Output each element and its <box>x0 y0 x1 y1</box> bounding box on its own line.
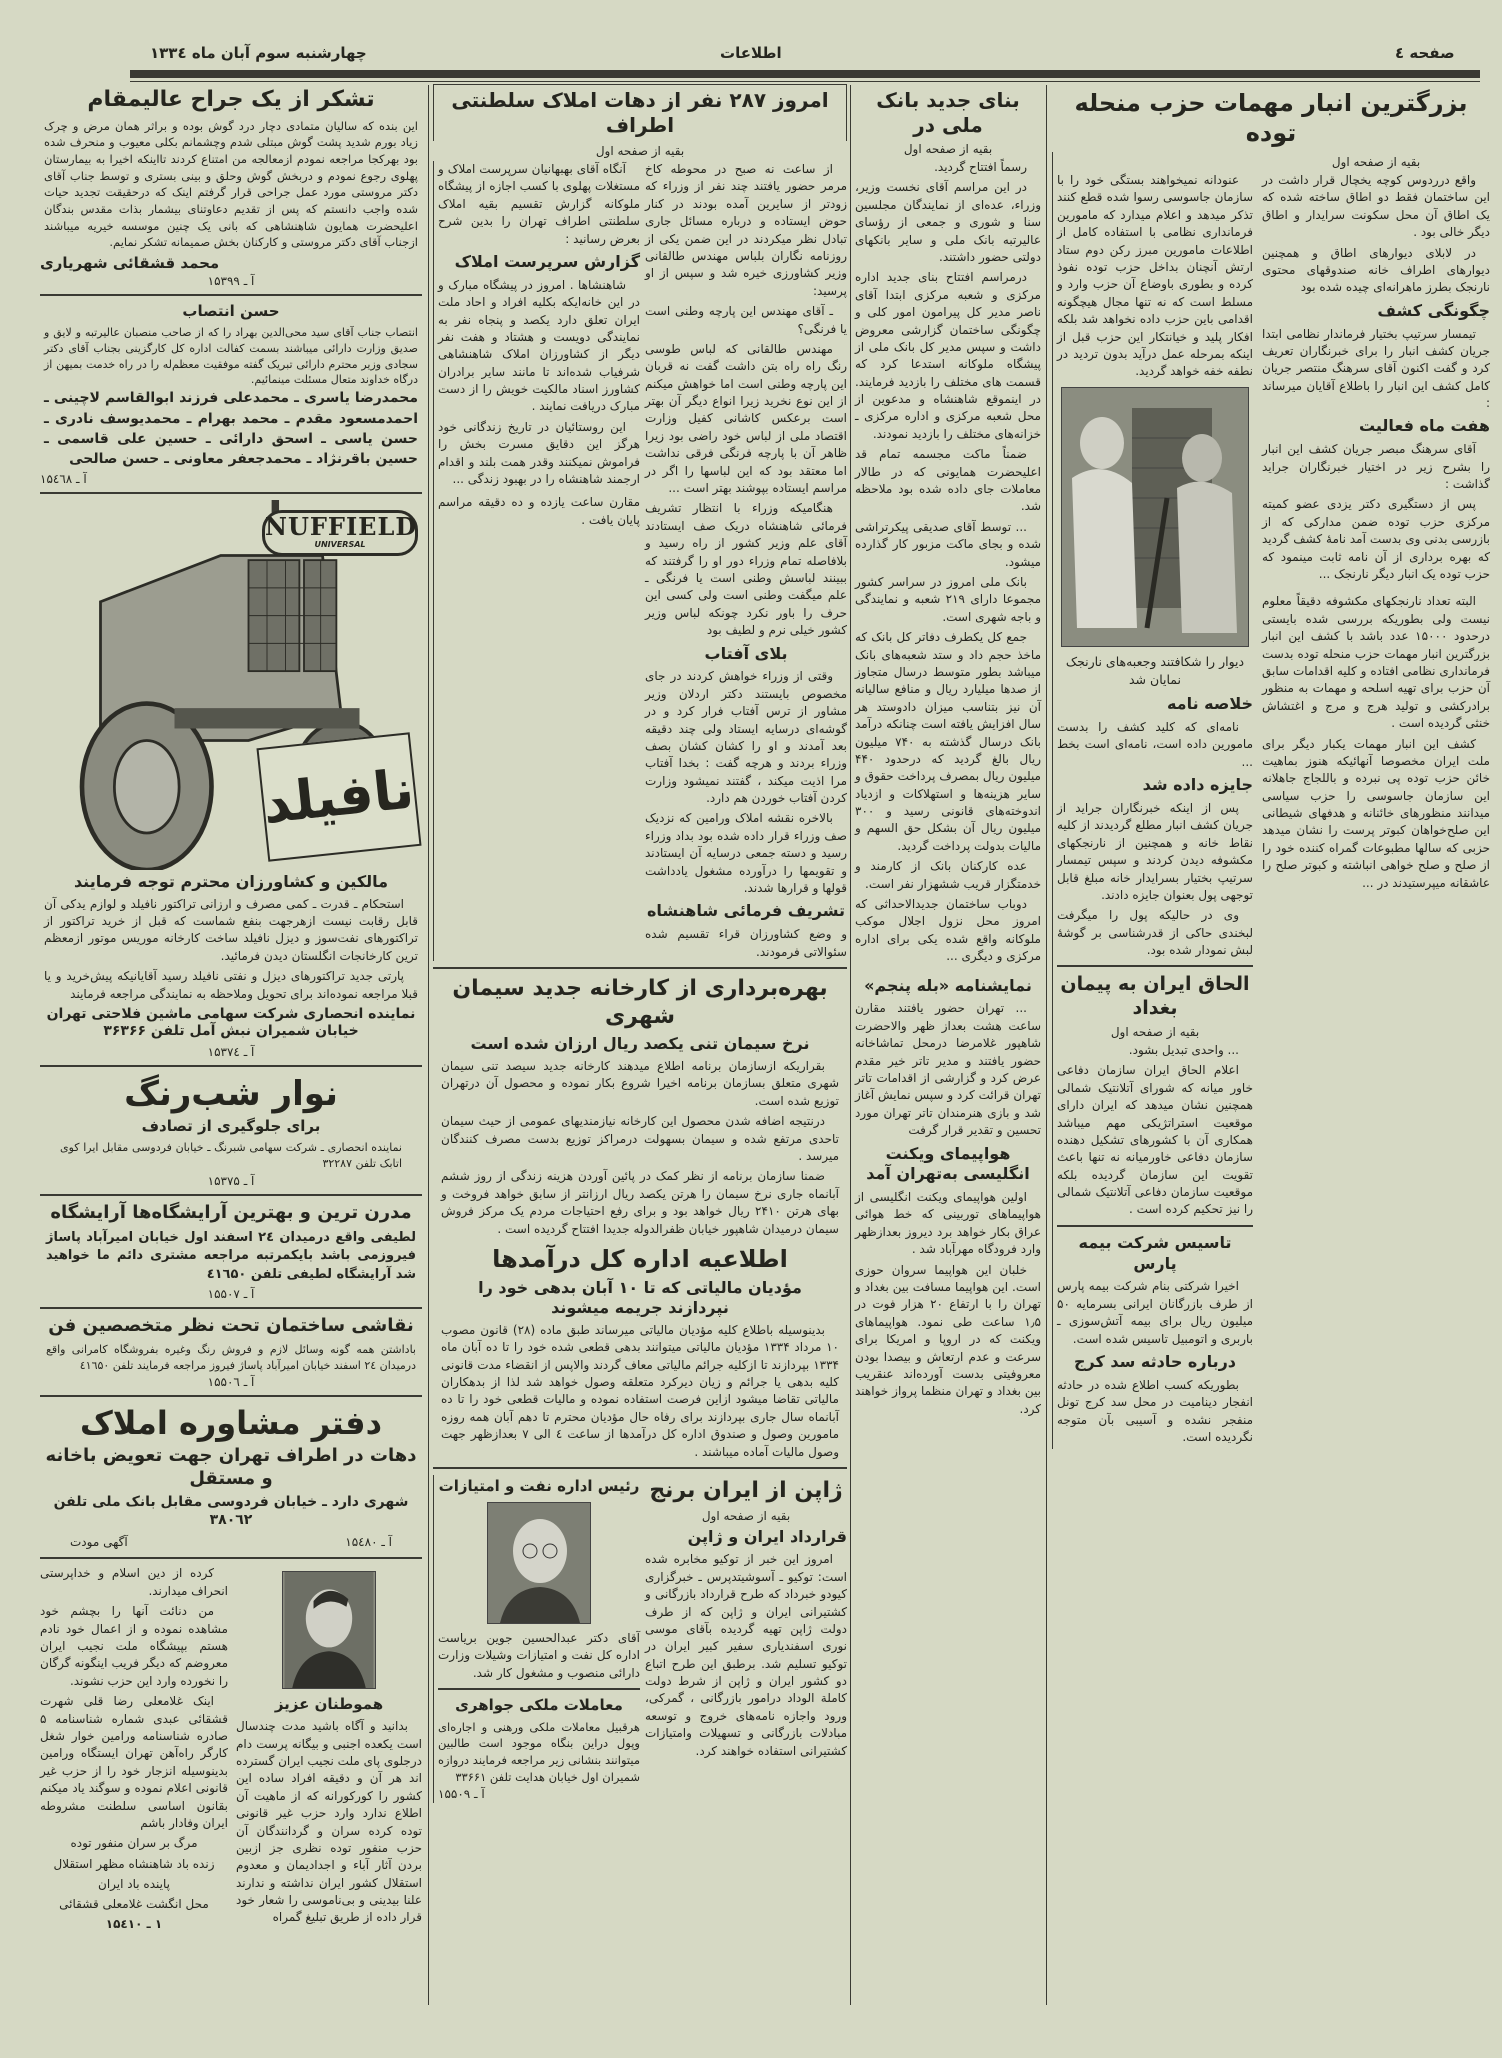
estates-end-right: و وضع کشاورزان قراء تقسیم شده سئوالاتی فرمودند. <box>645 927 847 959</box>
subheading: قرارداد ایران و ژاپن <box>687 1526 847 1546</box>
article-body <box>1262 593 1490 892</box>
paragraph: وی در حالیکه پول را میگرفت لبخندی حاکی از قدرشناسی بر گوشهٔ لبش نمودار شده بود. <box>1057 908 1253 958</box>
paragraph: بالاخره نقشه املاک ورامین که نزدیک صف وزراء قرار داده شده بود بداد وزراء رسید و دسته جمعی درسایه آن ایستادند و تقویمها را درآورده مشغول یادداشت قولها و قرارها شدند. <box>645 811 847 896</box>
paragraph: نامه‌ای که کلید کشف را بدست مامورین داده است، نامه‌ای است بخط ... <box>1057 719 1253 769</box>
issue-date: چهارشنبه سوم آبان ماه ۱۳۳٤ <box>150 44 367 62</box>
continued-label: بقیه از صفحه اول <box>595 144 685 158</box>
paragraph: زنده باد شاهنشاه مظهر استقلال <box>53 1856 215 1871</box>
painting-body: باداشتن همه گونه وسائل لازم و فروش رنگ وغیره بفروشگاه کامرانی واقع درمیدان ۲٤ اسفند خیابان امیرآباد پاساژ فیروز مراجعه فرمایند تلفن ٤۱٦۵۰ <box>46 1342 416 1372</box>
ad-code: آ ـ ۱۵٤٦۸ <box>40 471 87 486</box>
article-body <box>1262 326 1490 413</box>
paragraph: ... توسط آقای صدیقی پیکرتراشی شده و بجای ماکت مزبور کار گذارده میشود. <box>855 519 1041 569</box>
estates-left-column <box>433 161 640 961</box>
nuffield-body <box>40 896 422 1003</box>
oil-caption: آقای دکتر عبدالحسین جوین بریاست اداره کل نفت و امتیازات وشیلات وزارت دارائی منصوب و مشغول کار شد. <box>438 1630 640 1680</box>
paragraph: عده کارکنان بانک از کارمند و خدمتگزار قریب ششهزار نفر است. <box>855 859 1041 891</box>
subheading: تشریف فرمائی شاهنشاه <box>646 901 846 921</box>
estates-headline-box <box>433 84 847 141</box>
defection-statement-block <box>40 1565 228 1932</box>
defection-appeal <box>236 1718 422 1927</box>
subheading: بلای آفتاب <box>704 643 788 663</box>
paragraph: وقتی از وزراء خواهش کردند در جای مخصوص بایستند دکتر اردلان وزیر مشاور از ترس آفتاب فرار کرد و در گوشه‌ای درسایه ایستاد ولی چند دقیقه بعد آمدند و او را کشان کشان بصف وزراء بردند و هرچه گفت : بخدا آفتاب مرا اذیت میکند ، گفتند نمیشود وزارت کردن آفتاب خوردن هم دارد. <box>645 669 847 806</box>
paragraph: بقراریکه ازسازمان برنامه اطلاع میدهند کارخانه جدید سیصد تنی سیمان شهری متعلق بسازمان برنامه اخیرا شروع بکار نموده و محصول آن درتهران توزیع شده است. <box>441 1059 839 1108</box>
divider <box>1057 965 1253 967</box>
paragraph: در این مراسم آقای نخست وزیر، وزراء، عده‌ای از نمایندگان مجلسین سنا و شوری و جمعی از رؤسای عالیرتبه بانک ملی و سایر بانکهای دولتی حضور داشتند. <box>855 180 1041 264</box>
ad-code: آ ـ ۱۵٤۸۰ <box>345 1535 392 1550</box>
divider <box>40 1194 422 1196</box>
paragraph: پس از دستگیری دکتر یزدی عضو کمیته مرکزی حزب توده ضمن مدارکی که از بازرسی بدنی وی بدست آمد نامهٔ کشف گردید که بهره برداری از آن نامه ثابت مینمود که حزب توده یک انبار دیگر نارنجک ... <box>1262 497 1490 582</box>
nuffield-logo-subtext: UNIVERSAL <box>314 539 366 549</box>
divider <box>40 1557 422 1559</box>
divider <box>40 492 422 494</box>
bank-headline: بنای جدید بانک ملی در <box>876 88 1020 137</box>
paragraph: جمع کل یکطرف دفاتر کل بانک که ماخذ حجم داد و ستد شعبه‌های بانک میباشد بطور متوسط درسال متجاوز از صدها میلیارد ریال و منافع سالیانه آن نیز بتناسب میزان دادوستد هر سال افزایش یافته است چنانکه درآمد بانک درسال گذشته به ۷۴۰ میلیون ریال بالغ گردید که درحدود ۴۴۰ میلیون ریال بمصرف پرداخت حقوق و سایر هزینه‌ها و استهلاکات و ازدیاد اندوخته‌های قانونی رسید و ۳۰۰ میلیون ریال آن بشکل حق السهم و مالیات بدولت پرداخت گردید. <box>855 630 1042 853</box>
thanks-body: این بنده که سالیان متمادی دچار درد گوش بوده و براثر همان مرض و چرک زیاد بورم شدید پشت گوش مبتلی شدم وچشمانم بکلی معیوب و منحرف شده بود بهرکجا مراجعه نمودم ازمعالجه من امتناع کردند تااینکه اخیرا به بیمارستان پهلوی رجوع نمودم و دربخش گوش وحلق و بینی بستری و توسط جناب آقای دکتر مروستی مورد عمل جراحی قرار گرفتم اینک که درحقیقت تجدید حیات شده واجب دانستم که پس از تقدیم دعاوتنای بیشمار بذات مقدس بندگان اعلیحضرت همایون شاهنشاهی که بانی یک چنین موسسه خیریه میباشند ازجناب آقای دکتر مروستی و کارکنان بخش صمیمانه تشکر نمایم. <box>44 118 418 250</box>
paragraph: کشف این انبار مهمات یکبار دیگر برای ملت ایران مخصوصا آنهائیکه هنوز بماهیت خائن حزب توده پی نبرده و باللجاج جاهلانه این سازمان جاسوسی را حزب سیاسی میدانند منظورهای خائنانه و هدفهای شیطانی این صلح‌خواهان کبوتر پرست را نشان میدهد حزبی که سالها مطبوعات گمراه کننده خود را از صلح و صلح خواهی انباشته و کبوتر صلح را عاشقانه میپرستیدند در ... <box>1262 736 1490 890</box>
tax-subheadline: مؤدیان مالیاتی که تا ۱۰ آبان بدهی خود را نپردازند جریمه میشوند <box>478 1277 802 1317</box>
paragraph: پاینده باد ایران <box>98 1877 170 1892</box>
divider <box>433 1467 847 1469</box>
paragraph: ضمناً ماکت مجسمه تمام قد اعلیحضرت همایونی که در طالار معاملات جای داده شده بود ملاحظه شد. <box>855 447 1041 514</box>
defection-slogans <box>40 1835 228 1914</box>
continued-label: بقیه از صفحه اول <box>1110 1024 1200 1039</box>
arsenal-right-column <box>1262 152 1490 1449</box>
paragraph: ... تهران حضور یافتند مقارن ساعت هشت بعداز ظهر والاحضرت شاهپور غلامرضا درمحل تماشاخانه حضور یافتند و مدیر تاتر خیر مقدم عرض کرد و گزارشی از اقدامات تاتر تهران قرائت کرد و سپس نمایش آغاز شد و بازی هنرمندان تاتر تهران مورد تحسین و تقدیر قرار گرفت <box>855 1001 1041 1138</box>
divider <box>40 1395 422 1397</box>
subheading: چگونگی کشف <box>1377 300 1490 320</box>
baghdad-headline: الحاق ایران به پیمان بغداد <box>1060 973 1250 1020</box>
cement-body <box>433 1058 847 1238</box>
appointment-body: انتصاب جناب آقای سید محی‌الدین بهراد را که از صاحب منصبان عالیرتبه و لایق و صدیق وزارت دارائی میباشند بسمت کفالت اداره کل کارگزینی بجناب آقای دکتر سجادی وزیر محترم دارائی تبریک گفته موفقیت معظم‌له را در راه خدمت بمیهن از درگاه خداوند متعال مسئلت مینمائیم. <box>44 325 418 387</box>
ads-column <box>40 84 422 1933</box>
defection-statement <box>40 1565 228 1832</box>
paragraph: مهندس طالقانی که لباس طوسی رنگ راه راه بتن داشت گفت نه قربان این پارچه وطنی است اما خواهش میکنم از این نوع نخرید زیرا انواع دیگر آن بهتر است برعکس کاشانی کفیل وزارت اقتصاد ملی از لباس خود راضی بود زیرا ظاهر آن با پارچه فرنگی فرقی نداشت اما معتقد بود که این لباسها را اگر در مراسم ایستاده بپوشند بهتر است ... <box>645 341 847 496</box>
paragraph: خلبان این هواپیما سروان حوزی است. این هواپیما مسافت بین بغداد و تهران را با ارتفاع ۲۰ هزار فوت در ۱٫۵ ساعت طی نمود. هواپیماهای ویکنت که در اروپا و امریکا برای سرعت و عدم ارتعاش و بیصدا بودن معروفیتی بدست آورده‌اند عنقریب بین بغداد و تهران منظما پرواز خواهند کرد. <box>855 1262 1041 1416</box>
paragraph: مرگ بر سران منفور توده <box>70 1836 198 1851</box>
nafield-sign: نافیلد <box>256 732 421 861</box>
ad-code: آ ـ ۱۵۵۰۹ <box>438 1787 485 1802</box>
paragraph: اولین هواپیمای ویکنت انگلیسی از هواپیماهای توربینی که خط هوائی عراق بکار خواهد برد دیروز بعدازظهر وارد فرودگاه مهرآباد شد . <box>855 1190 1041 1257</box>
thanks-signature: محمد قشقائی شهریاری <box>40 253 220 272</box>
paragraph: در لابلای دیوارهای اطاق و همچنین دیوارهای اطراف خانه صندوقهای محتوی نارنجک بطرز ماهرانه‌ای چیده شده بود <box>1262 245 1490 295</box>
paragraph: درنتیجه اضافه شدن محصول این کارخانه نیازمندیهای عمومی از حیث سیمان تاحدی مرتفع شده و سیمان بسهولت درمراکز توزیع بدست مصرف کنندگان میرسد . <box>441 1114 839 1163</box>
cement-headline: بهره‌برداری از کارخانه جدید سیمان شهری <box>452 976 828 1029</box>
article-body <box>855 1000 1041 1139</box>
paragraph: کرده از دین اسلام و خداپرستی انحراف میدارند. <box>40 1566 228 1598</box>
masthead-rule-thin <box>130 81 1480 82</box>
nuffield-contact: نماینده انحصاری شرکت سهامی ماشین فلاحتی تهران خیابان شمیران نبش آمل تلفن ۳۶۳۶۶ <box>46 1005 416 1040</box>
realty-contact: شهری دارد ـ خیابان فردوسی مقابل بانک ملی تلفن ۳۸۰٦۲ <box>53 1494 409 1528</box>
divider <box>433 967 847 969</box>
continued-label: بقیه از صفحه اول <box>903 142 993 156</box>
realty-headline: دفتر مشاوره املاک <box>79 1404 383 1443</box>
divider <box>438 1688 640 1690</box>
divider <box>1057 1225 1253 1227</box>
japan-article <box>645 1475 847 1803</box>
column-divider <box>850 85 851 2005</box>
arsenal-left-column <box>1052 152 1253 1449</box>
article-body <box>645 1551 847 1760</box>
ad-code: آ ـ ۱۵۳۷۵ <box>207 1174 255 1189</box>
paragraph: آقای سرهنگ مبصر جریان کشف این انبار را بشرح زیر در اختیار خبرنگاران جراید گذاشت : <box>1262 442 1490 492</box>
article-body <box>1057 800 1253 960</box>
tape-headline: نوار شب‌رنگ <box>124 1073 338 1114</box>
article-body <box>645 668 847 897</box>
estates-right-column <box>645 161 847 961</box>
tax-headline: اطلاعیه اداره کل درآمدها <box>492 1244 788 1273</box>
bank-column <box>855 86 1041 1421</box>
article-body <box>855 159 1041 966</box>
ad-code: آ ـ ۱۵۵۰٦ <box>207 1375 255 1390</box>
masthead-rule <box>130 70 1480 78</box>
subheading: گزارش سرپرست املاک <box>454 251 640 271</box>
ad-code: ۱ ـ ۱۵٤۱۰ <box>105 1916 163 1931</box>
oil-headline: رئیس اداره نفت و امتیازات <box>438 1477 640 1496</box>
paragraph: بدینوسیله باطلاع کلیه مؤدیان مالیاتی میرساند طبق ماده (۲۸) قانون مصوب ۱۰ مرداد ۱۳۳۴ مؤدیان مالیاتی میتوانند بدهی قطعی شده خود را تا ده آبان ماه ۱۳۳۴ بپردازند تا ازکلیه جرائم مالیاتی معاف گردند والاپس از انقضاء مدت قانونی کلیه بدهی یا جرائم و زیان دیرکرد متعلقه وصول خواهد شد لذا از بدهکاران مالیاتی تقاضا میشود ازاین فرصت استفاده نموده و مالیات قطعی خود را تا ده آبانماه سال جاری بپردازند برای رفاه حال مؤدیان محترم تا دهم آبان همه روزه مامورین وصول و صندوق اداره کل درآمدها از ساعت ٤ الی ۷ بعدازظهر جهت وصول مالیات آماده میباشند . <box>441 1322 839 1459</box>
paragraph: دوباب ساختمان جدیدالاحداثی که امروز محل نزول اجلال موکب ملوکانه واقع شده یکی برای اداره مرکزی و دیگری ... <box>855 897 1041 964</box>
estates-headline: امروز ۲۸۷ نفر از دهات املاک سلطنتی اطراف <box>451 88 829 137</box>
paragraph: ... واحدی تبدیل بشود. <box>1128 1042 1239 1057</box>
article-body <box>855 1189 1041 1418</box>
tape-body: نماینده انحصاری ـ شرکت سهامی شبرنگ ـ خیابان فردوسی مقابل ایرا کوی اتابک تلفن ۳۲۲۸۷ <box>60 1141 402 1171</box>
paragraph: این روستائیان در تاریخ زندگانی خود هرگز این دقایق مسرت بخش را فراموش نمیکنند وقدر همت بلند و اقدام ارجمند شاهنشاه را در بهبود زندگی ... <box>438 419 640 487</box>
karaj-headline: درباره حادثه سد کرج <box>1073 1352 1237 1372</box>
page-number: صفحه ٤ <box>1395 44 1455 62</box>
article-body <box>438 161 640 248</box>
article-body <box>1057 172 1253 381</box>
article-body <box>438 277 640 489</box>
soldiers-at-wall-photo <box>1061 387 1249 647</box>
defection-headline: هموطنان عزیز <box>274 1695 384 1714</box>
thanks-headline: تشکر از یک جراح عالیمقام <box>87 87 375 112</box>
article-body <box>1262 172 1490 297</box>
photo-caption: دیوار را شکافتند وجعبه‌های نارنجک نمایان شد <box>1065 653 1245 688</box>
nuffield-logo-text: NUFFIELD <box>265 511 418 541</box>
article-body <box>1057 1377 1253 1447</box>
column-divider <box>1046 85 1047 2005</box>
paragraph: ضمنا سازمان برنامه از نظر کمک در پائین آوردن هزینه زندگی از روز ششم آبانماه جاری نرخ سیمان را هرتن یکصد ریال ارزانتر از سابق خواهد فروخت و بهای هرتن ۲۴۱۰ ریال خواهد بود و برای رفع احتیاجات مردم یک مرکز فروش سیمان درمیدان شاهپور خیابان ظفرالدوله جدیدا افتتاح گردیده است . <box>441 1169 840 1236</box>
paragraph: عنودانه نمیخواهند بستگی خود را با سازمان جاسوسی رسوا شده قطع کنند تذکر میدهد و اعلام میدارد که مامورین فرمانداری نظامی با استفاده کامل از اطلاعات مامورین مبرز رکن دوم ستاد ارتش آنچنان بداخل حزب توده نفوذ کرده و بطوری باوضاع آن حزب وارد و مسلط است که نه تنها مجال هیچگونه اقدامی باین حزب داده نخواهد شد بلکه افکار پلید و خیانتکار این حزب قبل از اینکه بمرحله عمل درآید بدون تردید در نطفه خفه خواهد گردید. <box>1057 173 1253 379</box>
salon-body: لطیفی واقع درمیدان ۲٤ اسفند اول خیابان امیرآباد پاساژ فیروزمی باشد بایکمرتبه مراجعه مشتری دائم ما خواهید شد آرایشگاه لطیفی تلفن ٤۱٦۵۰ <box>46 1229 416 1283</box>
paragraph: اخیرا شرکتی بنام شرکت بیمه پارس از طرف بازرگانان ایرانی بسرمایه ۵۰ میلیون ریال برای بیمه آتش‌سوزی ـ باربری و اتومبیل تاسیس شده است. <box>1057 1279 1253 1346</box>
paragraph: آنگاه آقای بهبهانیان سرپرست املاک و مستغلات پهلوی با کسب اجازه از پیشگاه ملوکانه گزارش تقسیم بقیه املاک سلطنتی اطراف تهران را بدین شرح بعرض رسانید : <box>438 162 640 246</box>
paragraph: واقع درردوس کوچه یخچال قرار داشت در این ساختمان فقط دو اطاق ساخته شده که یک اطاق آن محل سکونت سرایدار و اطاق دیگر خالی بود . <box>1262 173 1490 240</box>
paragraph: رسماً افتتاح گردید. <box>934 160 1027 174</box>
portrait-photo <box>487 1502 591 1624</box>
nuffield-headline: مالکین و کشاورزان محترم توجه فرمایند <box>73 871 389 891</box>
theater-headline: نمایشنامه «بله پنجم» <box>864 975 1032 995</box>
continued-label: بقیه از صفحه اول <box>1331 155 1421 169</box>
portrait-photo <box>282 1571 376 1689</box>
ad-code: آ ـ ۱۵۳۹۹ <box>207 273 255 288</box>
paragraph: من دنائت آنها را بچشم خود مشاهده نموده و از اعمال خود نادم هستم بپیشگاه ملت نجیب ایران معروضم که دیگر فریب اینگونه گرگان را نخورده وارد این حزب نشوند. <box>40 1604 228 1688</box>
realty-subheadline: دهات در اطراف تهران جهت تعویض باخانه و مستقل <box>45 1445 417 1489</box>
paragraph: تیمسار سرتیپ بختیار فرماندار نظامی ابتدا جریان کشف انبار را برای خبرنگاران تعریف کرد و گفت اکنون آقای سرهنگ منتصر جریان کامل کشف این انبار را باطلاع آقایان میرساند : <box>1262 326 1490 411</box>
subheading: خلاصه نامه <box>1166 694 1253 714</box>
article-body <box>645 161 847 640</box>
paragraph: از ساعت نه صبح در محوطه کاخ مرمر حضور یافتند چند نفر از وزراء که زودتر از سایرین آمده بودند در کنار حوض ایستاده و درباره مسائل جاری تبادل نظر میکردند در این ضمن یکی از روزنامه نگاران بلباس مهندس طالقانی وزیر کشاورزی خیره شد و سپس از او پرسید: <box>645 162 847 298</box>
paragraph: استحکام ـ قدرت ـ کمی مصرف و ارزانی تراکتور نافیلد و لوازم یدکی آن قابل رقابت نیست ازهرجهت بنفع شماست که قبل از خرید تراکتور از تراکتورهای نفت‌سوز و دیزل نافیلد ساخت کارخانه موریس موتور ازمعظم ترین کارخانجات انگلستان دیدن فرمائید. <box>44 896 418 963</box>
paragraph: هنگامیکه وزراء با انتظار تشریف فرمائی شاهنشاه دریک صف ایستادند آقای علم وزیر کشور از راه رسید و بلافاصله تمام وزراء دور او را گرفتند که ببینند لباسش وطنی است یا فرنگی ـ علم میگفت وطنی است ولی کسی این حرف را باور نکرد چونکه لباس وزیر کشور خیلی نرم و لطیف بود <box>645 501 847 638</box>
viscount-headline: هواپیمای ویکنت انگلیسی به‌تهران آمد <box>866 1143 1030 1184</box>
tax-body <box>433 1322 847 1461</box>
estates-end-left: مقارن ساعت یازده و ده دقیقه مراسم پایان یافت . <box>438 495 640 527</box>
subheading: هفت ماه فعالیت <box>1358 416 1490 436</box>
column-divider <box>428 85 429 2005</box>
tractor-illustration <box>40 500 422 870</box>
cement-subheadline: نرخ سیمان تنی یکصد ریال ارزان شده است <box>470 1034 810 1053</box>
newspaper-name: اطلاعات <box>720 44 782 62</box>
paragraph: پارتی جدید تراکتورهای دیزل و نفتی نافیلد رسید آقایانیکه پیش‌خرید و یا قبلا مراجعه نموده‌اند برای تحویل وملاحظه به نمایندگی مراجعه فرمایند <box>44 969 418 1001</box>
ad-note: آگهی مودت <box>70 1535 128 1550</box>
paragraph: اعلام الحاق ایران سازمان دفاعی خاور میانه که شورای آتلانتیک شمالی همچنین نشان میدهد که ایران دارای موقعیت استراتژیکی مهم میباشد همکاری آن با کشورهای تشکیل دهنده سازمان دفاعی خاورمیانه نه تنها باعث تقویت این سازمان گردیده بلکه موقعیت سازمان دفاعی آتلانتیک شمالی را نیز تحکیم کرده است . <box>1057 1063 1253 1217</box>
appointment-headline: حسن انتصاب <box>182 301 280 320</box>
article-body <box>1057 1278 1253 1348</box>
paragraph: اینک غلامعلی رضا قلی شهرت قشقائی عبدی شماره شناسنامه ۵ صادره شناسنامه ورامین خوار شغل کارگر راه‌آهن تهران ایستگاه ورامین بدینوسیله انزجار خود را از حزب غیر قانونی اعلام نموده و سوگند یاد میکنم بقانون اساسی سلطنت مشروطه ایران وفادار باشم <box>40 1694 228 1830</box>
paragraph: بدانید و آگاه باشید مدت چندسال است یکعده اجنبی و بیگانه پرست دام درجلوی پای ملت نجیب ایران گسترده اند هر آن و دقیقه افراد ساده این کشور را کورکورانه که از ماهیت آن اطلاع ندارد وارد حزب غیر قانونی توده کرده سران و گردانندگان آن حزب منفور توده نظری جز ازبین بردن آثار آباء و اجدادیمان و معدوم استقلال کشور ایران نداشته و ندارند علنا بیدینی و بی‌ناموسی را شعار خود قرار داده از طریق تبلیغ گمراه <box>236 1719 422 1925</box>
paragraph: ـ آقای مهندس این پارچه وطنی است یا فرنگی؟ <box>645 304 847 336</box>
paragraph: امروز این خبر از توکیو مخابره شده است: توکیو ـ آسوشیتدپرس ـ خبرگزاری کیودو خبرداد که طرح قرارداد بازرگانی و کشتیرانی ایران و ژاپن که از طرف دولت ژاپن تهیه گردیده بآقای موسی نوری اسفندیاری سفیر کبیر ایران در توکیو تسلیم شد. برطبق این طرح اتباع دو کشور ایران و ژاپن از شرط دولت کاملة الوداد درامور بازرگانی ، گمرکی، ورود واجازه نامه‌های خروج و توسعه مبادلات بازرگانی و تسهیلات وامتیازات کشتیرانی استفاده خواهند کرد. <box>645 1552 847 1758</box>
article-body <box>1057 1042 1253 1219</box>
paragraph: شاهنشاها . امروز در پیشگاه مبارک و در این خانه‌ایکه بکلیه افراد و احاد ملت ایران تعلق دارد یکصد و پنجاه نفر به نمایندگی دویست و هشتاد و هفت نفر دیگر از کشاورزان املاک شاهنشاهی شرفیاب شده‌اند تا مانند سایر برادران کشاورز اسناد مالکیت خویش را از دست مبارک دریافت نمایند . <box>438 277 640 414</box>
jewelry-body: هرقبیل معاملات ملکی ورهنی و اجاره‌ای وپول دراین بنگاه موجود است طالبین میتوانند بنشانی زیر مراجعه فرمایند دروازه شمیران اول خیابان هدایت تلفن ۳۳۶۶۱ <box>438 1719 640 1784</box>
paragraph: درمراسم افتتاح بنای جدید اداره مرکزی و شعبه مرکزی ابتدا آقای ناصر مدیر کل پیرامون امور کلی و چگونگی ساختمان گزارشی معروض داشت و سپس مدیر کل بانک ملی از پیشگاه ملوکانه استدعا کرد که قسمت های مختلف را بازدید فرمایند. در اینموقع شاهنشاه و مدعوین از محل شعبه مرکزی و اداره مرکزی ـ خزانه‌های مختلف را بازدید نمودند. <box>855 270 1041 441</box>
paragraph: پس از اینکه خبرنگاران جراید از جریان کشف انبار مطلع گردیدند از کلیه نقاط خانه و همچنین از نارنجکهای مکشوفه دیدن کردند و سپس تیمسار سرتیپ بختیار بسرایدار خانه مبلغ قابل توجهی پول بعنوان جایزه دادند. <box>1057 800 1253 902</box>
ad-code: آ ـ ۱۵۳۷٤ <box>207 1044 255 1059</box>
tape-subheadline: برای جلوگیری از تصادف <box>141 1117 321 1136</box>
subheading: جایزه داده شد <box>1142 775 1253 795</box>
divider <box>40 1065 422 1067</box>
paragraph: البته تعداد نارنجکهای مکشوفه دقیقاً معلوم نیست ولی بطوریکه بررسی شده بایستی درحدود ۱۵۰۰۰ عدد باشد با کشف این انبار بزرگترین انبار مهمات حزب منحله توده بدست فرمانداری نظامی افتاده و کلیه اقدامات سابق آن حزب برای تهیه اسلحه و مهمات به منظور برادرکشی و تولید هرج و مرج و اغتشاش خنثی گردیده است . <box>1262 594 1491 731</box>
japan-headline: ژاپن از ایران برنج <box>649 1478 843 1504</box>
nuffield-logo <box>262 510 418 556</box>
jewelry-headline: معاملات ملکی جواهری <box>455 1695 623 1714</box>
appointment-signatories: محمدرضا یاسری ـ محمدعلی فرزند ابوالقاسم لاچینی ـ احمدمسعود مقدم ـ محمد بهرام ـ محمدیوسف نادری ـ حسن یاسی ـ اسحق دارائی ـ حسین علی قاسمی ـ حسین باقرنژاد ـ محمدجعفر معاونی ـ حسن صالحی <box>44 390 418 468</box>
ad-code: آ ـ ۱۵۵۰۷ <box>207 1287 255 1302</box>
divider <box>40 1307 422 1309</box>
paragraph: محل انگشت غلامعلی قشقائی <box>59 1897 209 1912</box>
paragraph: بانک ملی امروز در سراسر کشور مجموعا دارای ۲۱۹ شعبه و نمایندگی و باجه شهری است. <box>855 574 1041 624</box>
defection-appeal-block <box>236 1565 422 1932</box>
continued-label: بقیه از صفحه اول <box>701 1508 791 1523</box>
arsenal-headline: بزرگترین انبار مهمات حزب منحله توده <box>1074 89 1468 147</box>
arsenal-article <box>1052 86 1490 1449</box>
painting-headline: نقاشی ساختمان تحت نظر متخصصین فن <box>48 1315 414 1337</box>
salon-headline: مدرن ترین و بهترین آرایشگاه‌ها آرایشگاه <box>50 1202 412 1224</box>
article-body <box>1057 719 1253 771</box>
paragraph: بطوریکه کسب اطلاع شده در حادثه انفجار دینامیت در محل سد کرج تونل منفجر نشده و آسیبی بآن متوجه نگردیده است. <box>1057 1377 1253 1444</box>
insurance-headline: تاسیس شرکت بیمه پارس <box>1078 1232 1232 1273</box>
article-body <box>1262 441 1490 583</box>
estates-column <box>433 84 847 1803</box>
oil-and-jewelry <box>433 1475 640 1803</box>
divider <box>40 294 422 296</box>
